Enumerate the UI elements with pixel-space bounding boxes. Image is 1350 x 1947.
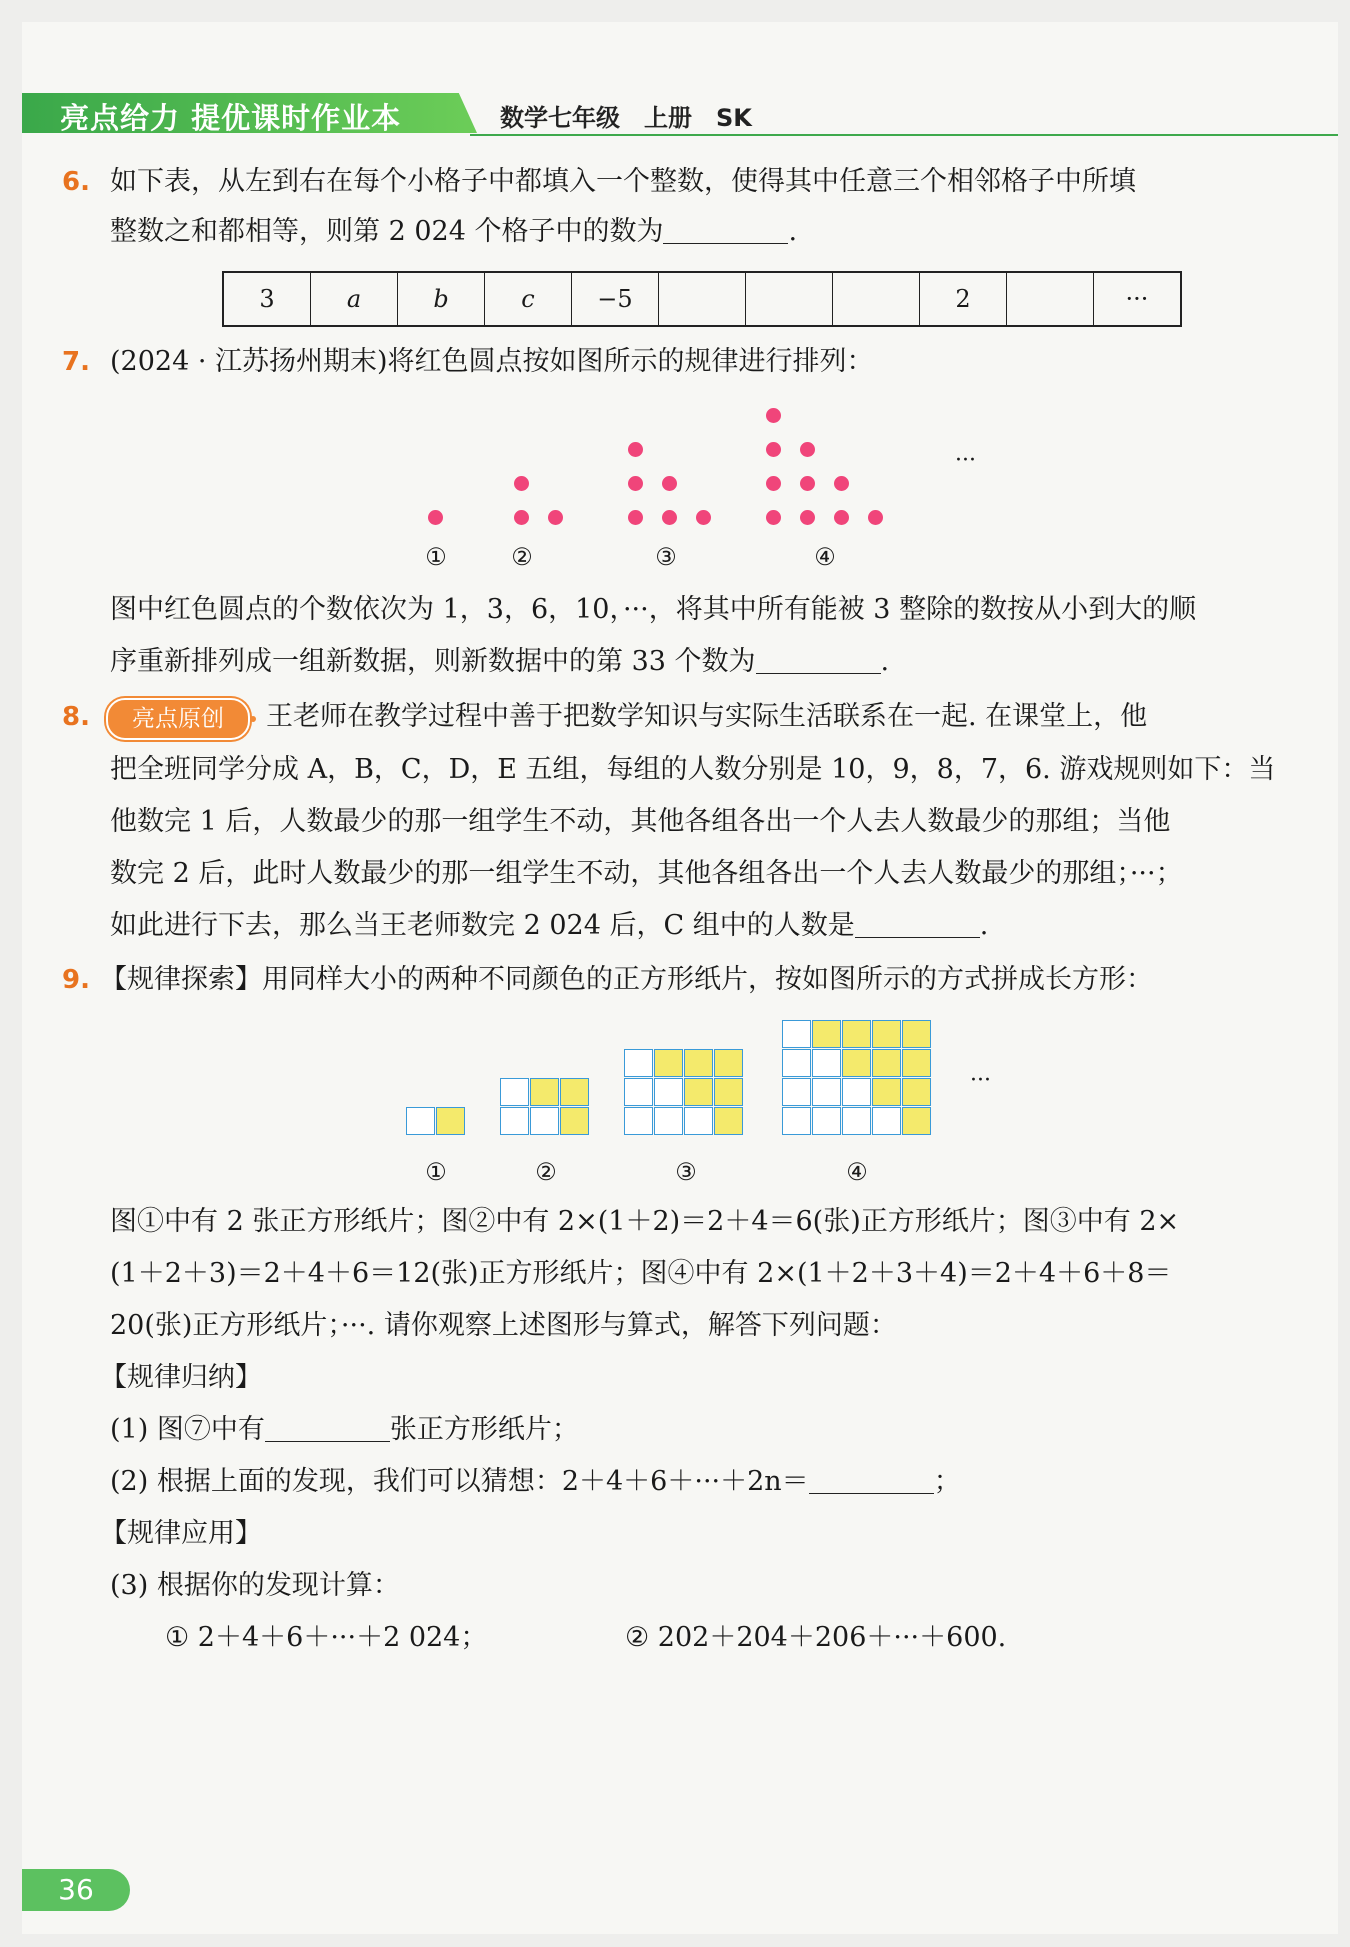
red-dot bbox=[514, 476, 529, 491]
white-square bbox=[654, 1107, 683, 1135]
q9-text-line4: 20(张)正方形纸片；···. 请你观察上述图形与算式，解答下列问题： bbox=[110, 1310, 897, 1341]
white-square bbox=[842, 1078, 871, 1106]
red-dot bbox=[800, 476, 815, 491]
q7-figure-label: ④ bbox=[814, 543, 836, 571]
white-square bbox=[812, 1049, 841, 1077]
white-square bbox=[812, 1078, 841, 1106]
yellow-square bbox=[842, 1049, 871, 1077]
q7-figure-label: ② bbox=[511, 543, 533, 571]
red-dot bbox=[766, 476, 781, 491]
q9-part2 bbox=[110, 1464, 961, 1500]
yellow-square bbox=[714, 1078, 743, 1106]
red-dot bbox=[834, 510, 849, 525]
q8-text-line4: 数完 2 后，此时人数最少的那一组学生不动，其他各组各出一个人去人数最少的那组；···； bbox=[110, 858, 1183, 889]
q6-grid-cell: −5 bbox=[572, 272, 659, 326]
yellow-square bbox=[714, 1107, 743, 1135]
yellow-square bbox=[684, 1049, 713, 1077]
yellow-square bbox=[902, 1078, 931, 1106]
red-dot bbox=[766, 408, 781, 423]
q6-grid-cell bbox=[659, 272, 746, 326]
yellow-square bbox=[872, 1020, 901, 1048]
q6-grid-cell: 3 bbox=[223, 272, 311, 326]
q9-part2-pre: (2) 根据上面的发现，我们可以猜想：2＋4＋6＋···＋2n＝ bbox=[110, 1466, 809, 1497]
header-rule bbox=[470, 134, 1338, 136]
white-square bbox=[624, 1107, 653, 1135]
q9-part2-blank[interactable] bbox=[809, 1467, 934, 1494]
q6-text-line2-post: . bbox=[788, 216, 798, 247]
q9-section-induction: 【规律归纳】 bbox=[100, 1362, 262, 1393]
q9-number: 9. bbox=[62, 965, 90, 995]
q9-text-line3: (1＋2＋3)＝2＋4＋6＝12(张)正方形纸片；图④中有 2×(1＋2＋3＋4)＝2＋4＋6＋8＝ bbox=[110, 1258, 1172, 1289]
white-square bbox=[782, 1020, 811, 1048]
q9-figure-label: ③ bbox=[675, 1158, 697, 1186]
q6-grid-cell: ··· bbox=[1094, 272, 1182, 326]
q6-answer-blank[interactable] bbox=[663, 217, 788, 244]
q6-text-line2 bbox=[110, 214, 797, 250]
q7-text-line3 bbox=[110, 644, 889, 680]
red-dot bbox=[834, 476, 849, 491]
q9-part1 bbox=[110, 1412, 579, 1448]
yellow-square bbox=[684, 1078, 713, 1106]
yellow-square bbox=[530, 1078, 559, 1106]
q6-grid-cell bbox=[746, 272, 833, 326]
q9-section-application: 【规律应用】 bbox=[100, 1518, 262, 1549]
q9-part3-a: ① 2＋4＋6＋···＋2 024； bbox=[165, 1622, 488, 1653]
white-square bbox=[872, 1107, 901, 1135]
q9-figure-label: ② bbox=[535, 1158, 557, 1186]
q8-text-line5 bbox=[110, 908, 988, 944]
red-dot bbox=[868, 510, 883, 525]
q7-ellipsis: ··· bbox=[955, 448, 976, 473]
red-dot bbox=[628, 442, 643, 457]
q8-text-line3: 他数完 1 后，人数最少的那一组学生不动，其他各组各出一个人去人数最少的那组；当他 bbox=[110, 806, 1171, 837]
q8-text-line2: 把全班同学分成 A，B，C，D，E 五组，每组的人数分别是 10，9，8，7，6. 游戏规则如下：当 bbox=[110, 754, 1276, 785]
white-square bbox=[406, 1107, 435, 1135]
red-dot bbox=[800, 442, 815, 457]
q9-part1-post: 张正方形纸片； bbox=[389, 1414, 579, 1445]
q6-grid-row bbox=[223, 272, 1181, 326]
q9-figure-label: ④ bbox=[846, 1158, 868, 1186]
red-dot bbox=[766, 442, 781, 457]
q9-ellipsis: ··· bbox=[970, 1068, 991, 1093]
q9-part3: (3) 根据你的发现计算： bbox=[110, 1570, 400, 1601]
red-dot bbox=[628, 476, 643, 491]
white-square bbox=[500, 1107, 529, 1135]
white-square bbox=[782, 1049, 811, 1077]
red-dot bbox=[662, 510, 677, 525]
yellow-square bbox=[872, 1078, 901, 1106]
q9-part1-blank[interactable] bbox=[265, 1415, 390, 1442]
q7-figure-label: ① bbox=[425, 543, 447, 571]
q8-text-line5-pre: 如此进行下去，那么当王老师数完 2 024 后，C 组中的人数是 bbox=[110, 910, 855, 941]
q7-text-line3-pre: 序重新排列成一组新数据，则新数据中的第 33 个数为 bbox=[110, 646, 756, 677]
yellow-square bbox=[560, 1107, 589, 1135]
yellow-square bbox=[714, 1049, 743, 1077]
q6-grid-cell: 2 bbox=[920, 272, 1007, 326]
q8-text-line1: 王老师在教学过程中善于把数学知识与实际生活联系在一起. 在课堂上，他 bbox=[266, 701, 1148, 732]
red-dot bbox=[800, 510, 815, 525]
original-badge: 亮点原创 bbox=[106, 698, 250, 740]
q8-text-line5-post: . bbox=[979, 910, 989, 941]
red-dot bbox=[662, 476, 677, 491]
q7-answer-blank[interactable] bbox=[756, 647, 881, 674]
yellow-square bbox=[872, 1049, 901, 1077]
white-square bbox=[654, 1078, 683, 1106]
red-dot bbox=[548, 510, 563, 525]
q9-text-line2: 图①中有 2 张正方形纸片；图②中有 2×(1＋2)＝2＋4＝6(张)正方形纸片；图③中有 2× bbox=[110, 1206, 1180, 1237]
yellow-square bbox=[560, 1078, 589, 1106]
q9-figure-label: ① bbox=[425, 1158, 447, 1186]
q9-part1-pre: (1) 图⑦中有 bbox=[110, 1414, 265, 1445]
q8-number: 8. bbox=[62, 702, 90, 732]
q7-text-line1: (2024 · 江苏扬州期末)将红色圆点按如图所示的规律进行排列： bbox=[110, 346, 874, 377]
red-dot bbox=[628, 510, 643, 525]
q6-number: 6. bbox=[62, 167, 90, 197]
page-number: 36 bbox=[22, 1869, 130, 1911]
q6-text-line1: 如下表，从左到右在每个小格子中都填入一个整数，使得其中任意三个相邻格子中所填 bbox=[110, 166, 1136, 197]
badge-dot bbox=[250, 716, 256, 722]
q8-answer-blank[interactable] bbox=[855, 911, 980, 938]
yellow-square bbox=[812, 1020, 841, 1048]
white-square bbox=[782, 1107, 811, 1135]
yellow-square bbox=[842, 1020, 871, 1048]
yellow-square bbox=[902, 1107, 931, 1135]
red-dot bbox=[428, 510, 443, 525]
q7-text-line2: 图中红色圆点的个数依次为 1，3，6，10，···，将其中所有能被 3 整除的数按从小到大的顺 bbox=[110, 594, 1197, 625]
yellow-square bbox=[902, 1020, 931, 1048]
q6-grid-cell: a bbox=[311, 272, 398, 326]
q9-part3-b: ② 202＋204＋206＋···＋600. bbox=[625, 1622, 1007, 1653]
q6-grid-cell: b bbox=[398, 272, 485, 326]
white-square bbox=[782, 1078, 811, 1106]
yellow-square bbox=[654, 1049, 683, 1077]
q6-grid-cell bbox=[833, 272, 920, 326]
white-square bbox=[842, 1107, 871, 1135]
q6-grid-cell bbox=[1007, 272, 1094, 326]
header-subtitle: 数学七年级 上册 SK bbox=[500, 104, 752, 132]
red-dot bbox=[514, 510, 529, 525]
yellow-square bbox=[902, 1049, 931, 1077]
q7-text-line3-post: . bbox=[880, 646, 890, 677]
white-square bbox=[624, 1049, 653, 1077]
q9-text-line1: 【规律探索】用同样大小的两种不同颜色的正方形纸片，按如图所示的方式拼成长方形： bbox=[100, 964, 1153, 995]
header-title: 亮点给力 提优课时作业本 bbox=[60, 101, 402, 135]
q6-text-line2-pre: 整数之和都相等，则第 2 024 个格子中的数为 bbox=[110, 216, 664, 247]
red-dot bbox=[766, 510, 781, 525]
red-dot bbox=[696, 510, 711, 525]
white-square bbox=[500, 1078, 529, 1106]
q6-number-grid bbox=[222, 271, 1182, 327]
white-square bbox=[684, 1107, 713, 1135]
q7-number: 7. bbox=[62, 347, 90, 377]
q6-grid-cell: c bbox=[485, 272, 572, 326]
white-square bbox=[812, 1107, 841, 1135]
white-square bbox=[624, 1078, 653, 1106]
q7-figure-label: ③ bbox=[655, 543, 677, 571]
yellow-square bbox=[436, 1107, 465, 1135]
q9-part2-post: ； bbox=[933, 1466, 961, 1497]
white-square bbox=[530, 1107, 559, 1135]
